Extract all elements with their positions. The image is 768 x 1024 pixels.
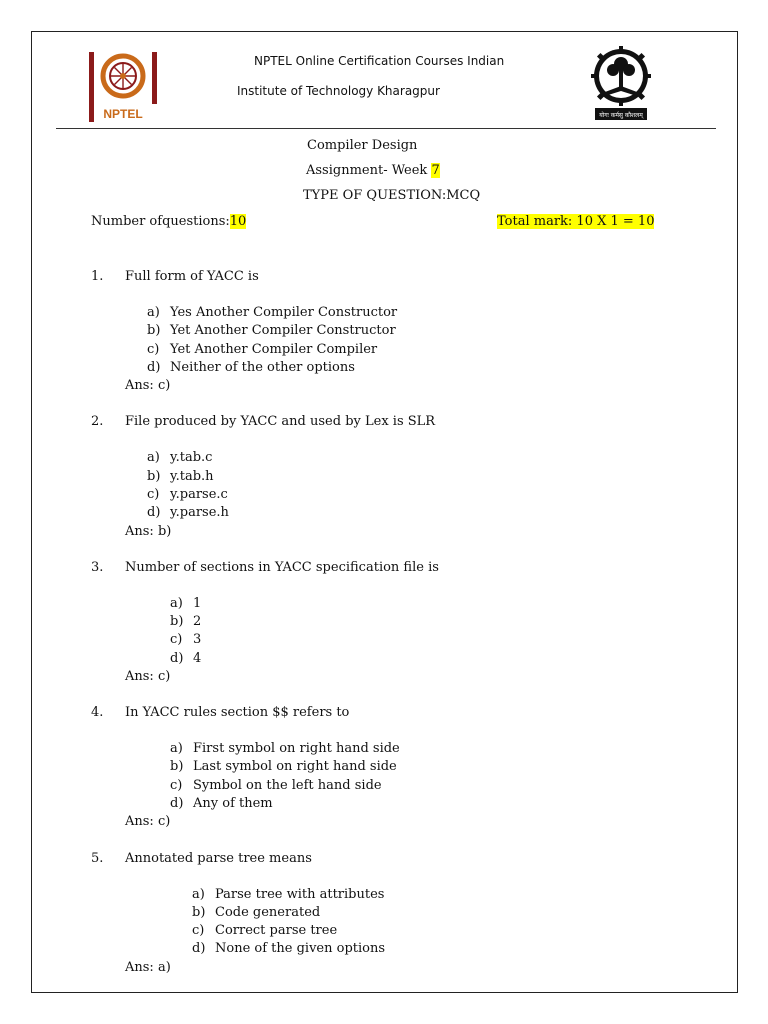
q5-option-d-text: None of the given options	[215, 941, 386, 956]
q1-option-a-text: Yes Another Compiler Constructor	[170, 305, 398, 320]
header-divider	[56, 128, 716, 129]
number-of-questions-value: 10	[229, 214, 247, 229]
assignment-week	[306, 163, 440, 178]
nptel-logo	[89, 52, 157, 122]
q2-option-d-text: y.parse.h	[170, 505, 229, 520]
nptel-logo-text: NPTEL	[103, 107, 143, 121]
q5-option-b-label: b)	[192, 905, 206, 920]
q1-option-b-label: b)	[147, 323, 161, 338]
q2-option-a-text: y.tab.c	[170, 450, 213, 465]
question-1-text: Full form of YACC is	[125, 269, 259, 284]
total-mark: Total mark: 10 X 1 = 10	[497, 214, 655, 229]
q4-option-a-text: First symbol on right hand side	[193, 741, 400, 756]
q5-option-a-text: Parse tree with attributes	[215, 887, 385, 902]
q3-option-c-label: c)	[170, 632, 183, 647]
q3-option-d-text: 4	[193, 651, 202, 666]
q4-answer: Ans: c)	[125, 814, 171, 829]
q4-option-d-label: d)	[170, 796, 184, 811]
question-type: TYPE OF QUESTION:MCQ	[303, 188, 481, 203]
week-number: 7	[431, 163, 440, 178]
question-3-number: 3.	[91, 560, 104, 575]
question-5-number: 5.	[91, 851, 104, 866]
iit-kharagpur-emblem	[585, 44, 657, 122]
q2-option-c-text: y.parse.c	[170, 487, 228, 502]
q1-option-d-text: Neither of the other options	[170, 360, 355, 375]
question-3-text: Number of sections in YACC specification file is	[125, 560, 439, 575]
header-line-2: Institute of Technology Kharagpur	[237, 84, 440, 98]
q4-option-b-text: Last symbol on right hand side	[193, 759, 397, 774]
q5-option-c-label: c)	[192, 923, 205, 938]
q1-option-a-label: a)	[147, 305, 160, 320]
q1-answer: Ans: c)	[125, 378, 171, 393]
q4-option-d-text: Any of them	[193, 796, 273, 811]
q1-option-d-label: d)	[147, 360, 161, 375]
course-title: Compiler Design	[307, 138, 418, 153]
q3-option-a-label: a)	[170, 596, 183, 611]
q2-option-b-text: y.tab.h	[170, 469, 214, 484]
q5-option-b-text: Code generated	[215, 905, 321, 920]
q5-option-d-label: d)	[192, 941, 206, 956]
q4-option-b-label: b)	[170, 759, 184, 774]
header-line-1: NPTEL Online Certification Courses Indian	[254, 54, 505, 68]
assignment-label: Assignment- Week	[306, 163, 432, 178]
q5-answer: Ans: a)	[125, 960, 171, 975]
q3-answer: Ans: c)	[125, 669, 171, 684]
q4-option-c-text: Symbol on the left hand side	[193, 778, 382, 793]
q1-option-c-text: Yet Another Compiler Compiler	[170, 342, 378, 357]
q4-option-c-label: c)	[170, 778, 183, 793]
question-2-number: 2.	[91, 414, 104, 429]
q3-option-b-text: 2	[193, 614, 202, 629]
iit-emblem-motto: योगः कर्मसु कौशलम्	[599, 112, 643, 119]
question-4-text: In YACC rules section $$ refers to	[125, 705, 350, 720]
q2-option-b-label: b)	[147, 469, 161, 484]
number-of-questions-label: Number ofquestions:	[91, 214, 230, 229]
q1-option-c-label: c)	[147, 342, 160, 357]
q4-option-a-label: a)	[170, 741, 183, 756]
q3-option-a-text: 1	[193, 596, 202, 611]
number-of-questions	[91, 214, 246, 229]
q3-option-d-label: d)	[170, 651, 184, 666]
q2-option-c-label: c)	[147, 487, 160, 502]
q2-answer: Ans: b)	[125, 524, 172, 539]
q5-option-c-text: Correct parse tree	[215, 923, 338, 938]
question-2-text: File produced by YACC and used by Lex is SLR	[125, 414, 436, 429]
q2-option-a-label: a)	[147, 450, 160, 465]
q5-option-a-label: a)	[192, 887, 205, 902]
question-5-text: Annotated parse tree means	[125, 851, 312, 866]
q3-option-c-text: 3	[193, 632, 202, 647]
q3-option-b-label: b)	[170, 614, 184, 629]
q2-option-d-label: d)	[147, 505, 161, 520]
question-1-number: 1.	[91, 269, 104, 284]
question-4-number: 4.	[91, 705, 104, 720]
q1-option-b-text: Yet Another Compiler Constructor	[170, 323, 396, 338]
